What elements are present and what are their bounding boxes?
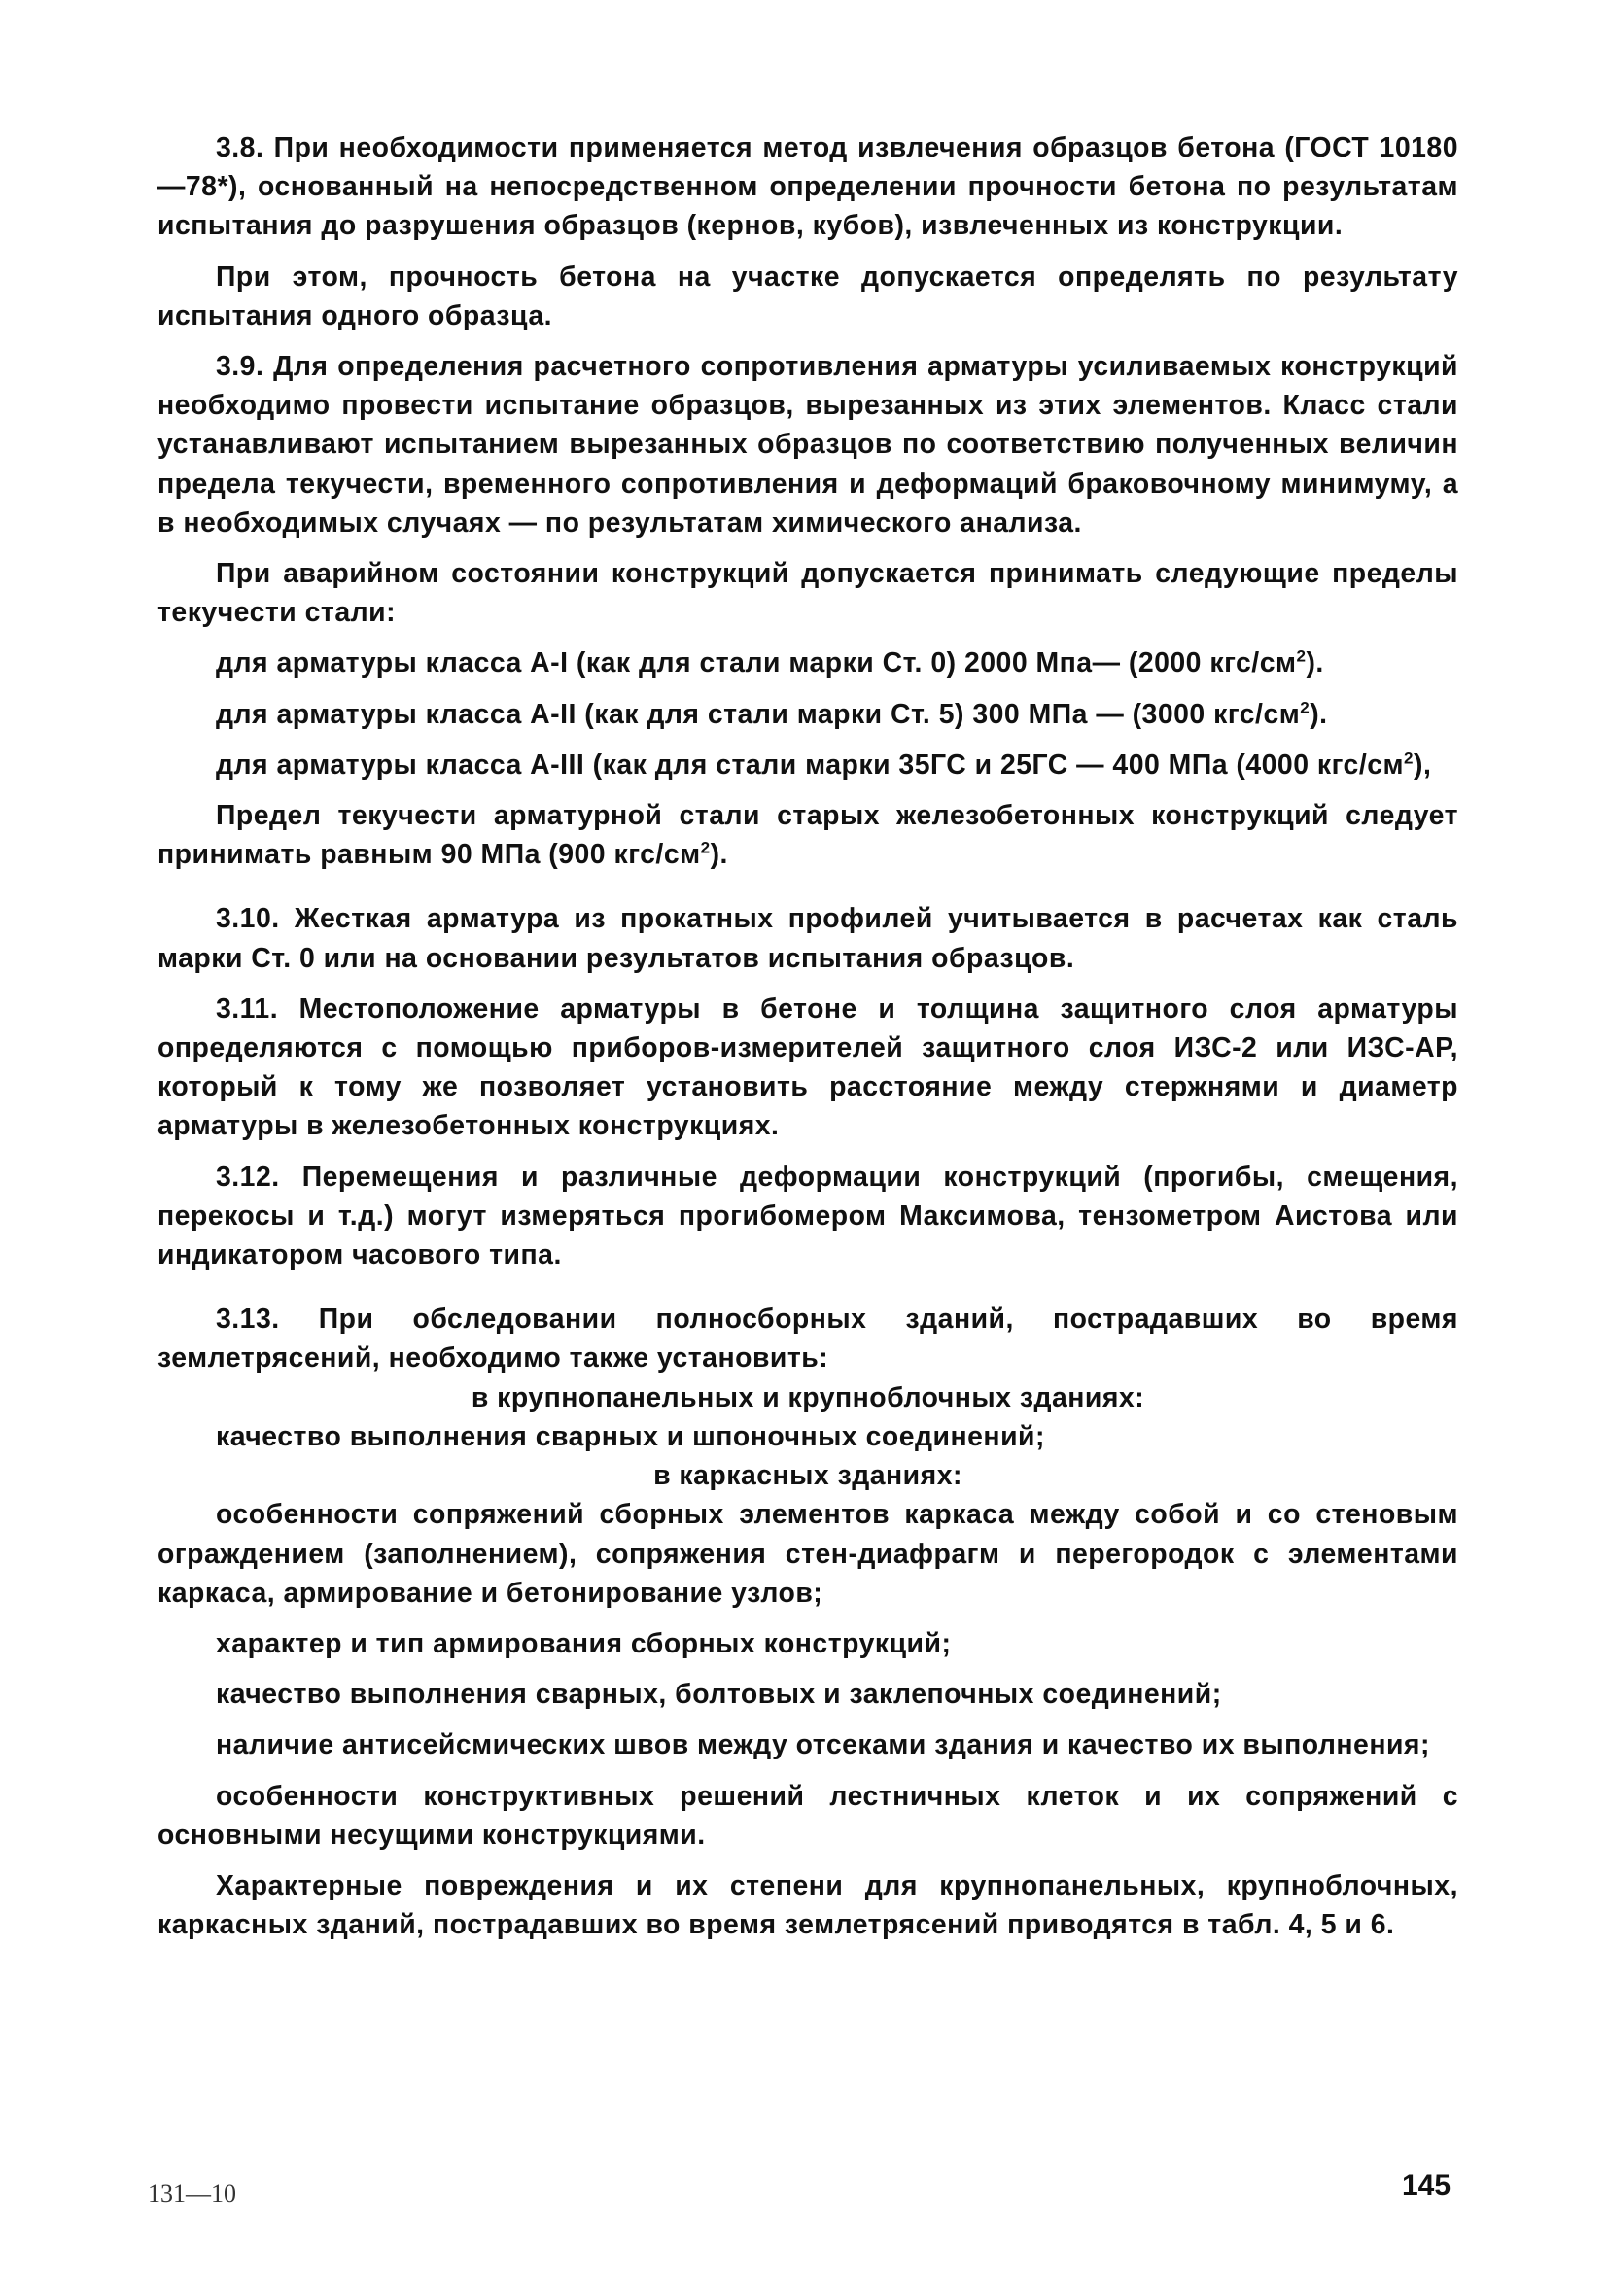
list-item-tail: ), [1414,748,1432,781]
section-number: 3.12. [216,1161,280,1193]
paragraph-3-12 [157,1158,1458,1275]
superscript: 2 [1404,748,1414,768]
list-item-class-a1 [157,644,1458,682]
section-number: 3.13. [216,1304,280,1336]
paragraph-3-8 [157,128,1458,246]
paragraph-tail: ). [710,839,728,871]
paragraph-text: При обследовании полносборных зданий, пострадавших во время землетрясений, необходимо также установить: [157,1304,1458,1374]
list-item-class-a2 [157,695,1458,734]
superscript: 2 [700,838,711,857]
item-text: особенности сопряжений сборных элементов каркаса между собой и со стеновым ограждением (заполнением), сопряжения стен-диафрагм и перегородок с элементами каркаса, армирование и бетонирование узлов; [157,1499,1458,1609]
paragraph-text: Жесткая арматура из прокатных профилей учитывается в расчетах как сталь марки Ст. 0 или на основании результатов испытания образцов. [157,903,1458,974]
paragraph-old-steel [157,796,1458,874]
list-item-class-a3 [157,746,1458,784]
section-number: 3.8. [216,132,264,163]
paragraph-3-8-note [157,258,1458,335]
paragraph-3-9 [157,347,1458,542]
item-reinforcement-type [157,1624,1458,1663]
paragraph-3-11 [157,990,1458,1146]
list-item-text: для арматуры класса А-III (как для стали марки 35ГС и 25ГС — 400 МПа (4000 кгс/см [216,748,1405,781]
list-item-text: для арматуры класса А-II (как для стали марки Ст. 5) 300 МПа — (3000 кгс/см [216,698,1301,730]
item-text: наличие антисейсмических швов между отсеками здания и качество их выполнения; [216,1729,1430,1761]
paragraph-emergency-limits [157,554,1458,632]
paragraph-text: При необходимости применяется метод извлечения образцов бетона (ГОСТ 10180—78*), основанный на непосредственном определении прочности бетона по результатам испытания до разрушения образцов (кернов, кубов), извлеченных из конструкции. [157,132,1458,242]
subheading-text: в крупнопанельных и крупноблочных зданиях: [471,1381,1145,1413]
item-connection-quality [157,1675,1458,1714]
subheading-panel-buildings [157,1378,1458,1417]
paragraph-text: При аварийном состоянии конструкций допускается принимать следующие пределы текучести стали: [157,558,1458,629]
item-text: характер и тип армирования сборных конструкций; [216,1627,952,1659]
item-seismic-joints [157,1725,1458,1764]
paragraph-3-10 [157,899,1458,977]
paragraph-text: Для определения расчетного сопротивления арматуры усиливаемых конструкций необходимо провести испытание образцов, вырезанных из этих элементов. Класс стали устанавливают испытанием вырезанных образцов по соответствию полученных величин предела текучести, временного сопротивления и деформаций браковочному минимуму, а в необходимых случаях — по результатам химического анализа. [157,351,1458,539]
item-weld-quality [157,1417,1458,1456]
paragraph-text: Характерные повреждения и их степени для крупнопанельных, крупноблочных, каркасных зданий, пострадавших во время землетрясений приводятся в табл. 4, 5 и 6. [157,1869,1458,1941]
paragraph-typical-damage [157,1866,1458,1944]
document-body [157,128,1458,1944]
item-text: особенности конструктивных решений лестничных клеток и их сопряжений с основными несущими конструкциями. [157,1780,1458,1851]
list-item-tail: ). [1306,647,1324,679]
section-number: 3.9. [216,351,264,383]
section-number: 3.10. [216,903,280,935]
paragraph-text: При этом, прочность бетона на участке допускается определять по результату испытания одного образца. [157,261,1458,331]
item-staircase-solutions [157,1777,1458,1855]
list-item-text: для арматуры класса А-I (как для стали марки Ст. 0) 2000 Мпа— (2000 кгс/см [216,647,1297,679]
section-number: 3.11. [216,992,279,1025]
subheading-text: в каркасных зданиях: [653,1460,962,1492]
paragraph-text: Перемещения и различные деформации конструкций (прогибы, смещения, перекосы и т.д.) могут измеряться прогибомером Максимова, тензометром Аистова или индикатором часового типа. [157,1161,1458,1271]
page-number: 145 [1402,2170,1451,2202]
paragraph-text: Предел текучести арматурной стали старых железобетонных конструкций следует принимать равным 90 МПа (900 кгс/см [157,800,1458,871]
paragraph-text: Местоположение арматуры в бетоне и толщина защитного слоя арматуры определяются с помощью приборов-измерителей защитного слоя ИЗС-2 или ИЗС-АР, который к тому же позволяет установить расстояние между стержнями и диаметр арматуры в железобетонных конструкциях. [157,992,1458,1142]
list-item-tail: ). [1310,698,1328,730]
superscript: 2 [1300,698,1311,717]
item-text: качество выполнения сварных и шпоночных соединений; [216,1420,1045,1452]
print-code: 131—10 [148,2179,236,2208]
item-joint-features [157,1495,1458,1613]
paragraph-3-13 [157,1300,1458,1377]
superscript: 2 [1296,646,1307,666]
item-text: качество выполнения сварных, болтовых и заклепочных соединений; [216,1679,1222,1711]
subheading-frame-buildings [157,1456,1458,1495]
